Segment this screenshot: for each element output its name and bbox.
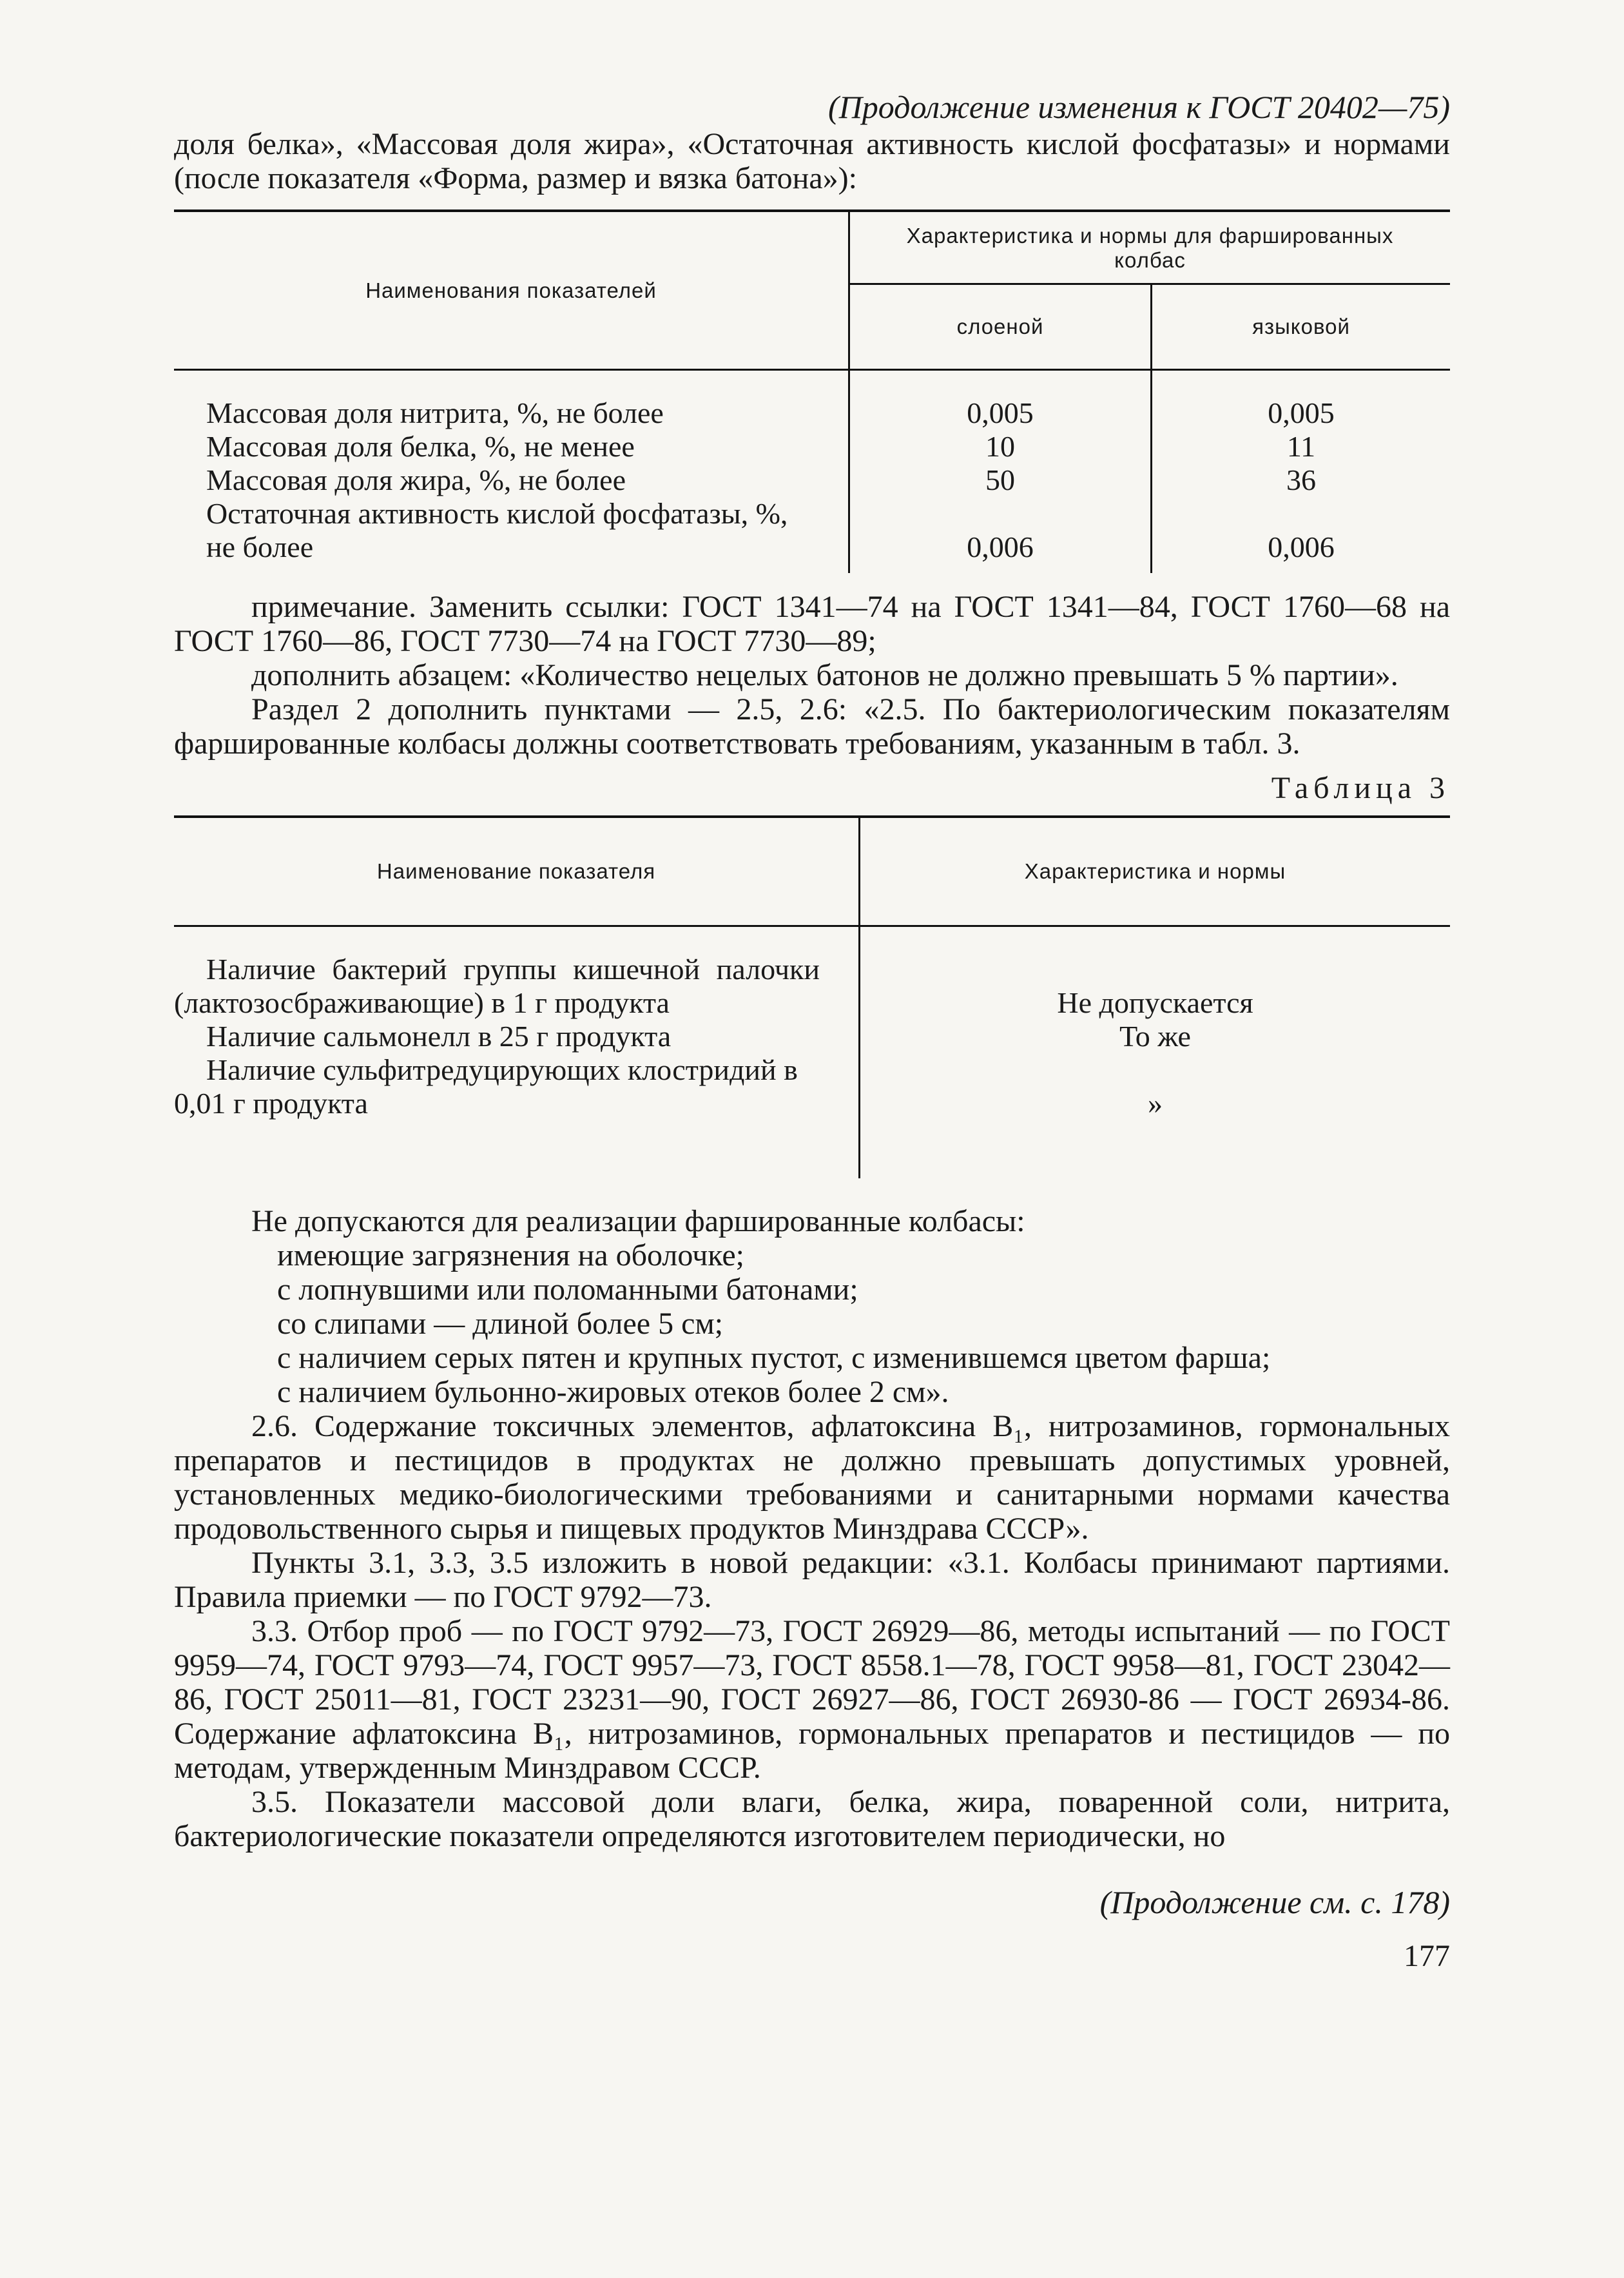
paragraph: 2.6. Содержание токсичных элементов, афлатоксина B₁, нитрозаминов, гормональных препаратов и пестицидов в продуктах не должно превышать допустимых уровней, установленных медико-биологическими требованиями и санитарными нормами качества продовольственного сырья и пищевых продуктов Минздрава СССР». bbox=[174, 1409, 1450, 1546]
paragraph: Раздел 2 дополнить пунктами — 2.5, 2.6: «2.5. По бактериологическим показателям фаршированные колбасы должны соответствовать требованиям, указанным в табл. 3. bbox=[174, 692, 1450, 761]
list-intro: Не допускаются для реализации фаршированные колбасы: bbox=[251, 1204, 1025, 1238]
list-item: с лопнувшими или поломанными батонами; bbox=[277, 1272, 858, 1307]
continuation-header: (Продолжение изменения к ГОСТ 20402—75) bbox=[828, 89, 1450, 125]
paragraph: 3.3. Отбор проб — по ГОСТ 9792—73, ГОСТ 26929—86, методы испытаний — по ГОСТ 9959—74, ГОСТ 9793—74, ГОСТ 9957—73, ГОСТ 8558.1—78, ГОСТ 9958—81, ГОСТ 23042—86, ГОСТ 25011—81, ГОСТ 23231—90, ГОСТ 26927—86, ГОСТ 26930-86 — ГОСТ 26934-86. Содержание афлатоксина B₁, нитрозаминов, гормональных препаратов и пестицидов — по методам, утвержденным Минздравом СССР. bbox=[174, 1614, 1450, 1785]
bacteriology-table bbox=[174, 815, 1450, 1178]
table1-col-a: слоеной bbox=[849, 284, 1152, 370]
paragraph: 3.5. Показатели массовой доли влаги, белка, жира, поваренной соли, нитрита, бактериологические показатели определяются изготовителем периодически, но bbox=[174, 1785, 1450, 1853]
table-row: Наличие сальмонелл в 25 г продукта То же bbox=[174, 1020, 1450, 1053]
continuation-footer: (Продолжение см. с. 178) bbox=[1099, 1884, 1450, 1920]
document-page bbox=[174, 90, 1450, 1973]
table1-group-header: Характеристика и нормы для фаршированных колбас bbox=[849, 211, 1451, 284]
paragraph: Пункты 3.1, 3.3, 3.5 изложить в новой редакции: «3.1. Колбасы принимают партиями. Правила приемки — по ГОСТ 9792—73. bbox=[174, 1546, 1450, 1614]
table-row: Массовая доля жира, %, не более 50 36 bbox=[174, 463, 1450, 497]
table-row: Наличие сульфитредуцирующих клостридий в 0,01 г продукта » bbox=[174, 1053, 1450, 1120]
defect-list bbox=[174, 1238, 1450, 1409]
table3-col-value: Характеристика и нормы bbox=[860, 817, 1451, 926]
table3-caption: Таблица 3 bbox=[1271, 771, 1450, 805]
page-number: 177 bbox=[1404, 1939, 1450, 1973]
intro-paragraph: доля белка», «Массовая доля жира», «Остаточная активность кислой фосфатазы» и нормами (после показателя «Форма, размер и вязка батона»): bbox=[174, 127, 1450, 195]
list-item: с наличием серых пятен и крупных пустот, с изменившемся цветом фарша; bbox=[277, 1341, 1271, 1375]
table-row: Остаточная активность кислой фосфатазы, %, не более 0,006 0,006 bbox=[174, 497, 1450, 564]
table-row: Наличие бактерий группы кишечной палочки (лактозосбраживающие) в 1 г продукта Не допускается bbox=[174, 953, 1450, 1020]
table-row: Массовая доля нитрита, %, не более 0,005 0,005 bbox=[174, 396, 1450, 430]
table1-col-name: Наименования показателей bbox=[174, 211, 849, 370]
paragraph: примечание. Заменить ссылки: ГОСТ 1341—74 на ГОСТ 1341—84, ГОСТ 1760—68 на ГОСТ 1760—86, ГОСТ 7730—74 на ГОСТ 7730—89; bbox=[174, 590, 1450, 658]
norms-table bbox=[174, 209, 1450, 573]
list-item: с наличием бульонно-жировых отеков более 2 см». bbox=[277, 1375, 949, 1409]
table3-col-name: Наименование показателя bbox=[174, 817, 860, 926]
table-row: Массовая доля белка, %, не менее 10 11 bbox=[174, 430, 1450, 463]
list-item: имеющие загрязнения на оболочке; bbox=[277, 1238, 745, 1272]
list-item: со слипами — длиной более 5 см; bbox=[277, 1307, 724, 1341]
paragraph: дополнить абзацем: «Количество нецелых батонов не должно превышать 5 % партии». bbox=[251, 658, 1398, 692]
table1-col-b: языковой bbox=[1152, 284, 1451, 370]
